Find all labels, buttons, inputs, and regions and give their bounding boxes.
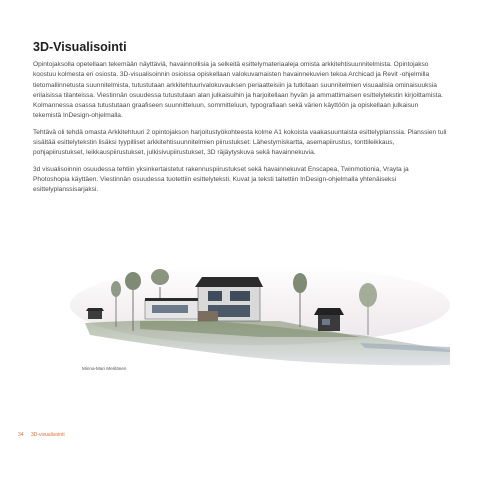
paragraph-1: Opintojaksolla opetellaan tekemään näyttäviä, havainnollisia ja selkeitä esittelymateriaaleja omista arkkitehtisuunnitelmista. Opintojakso koostuu kolmesta eri osiosta. 3D-visualisoinnin osioissa opiskellaan valokuvamaisten havainnekuvien tekoa Archicad ja Revit -ohjelmilla tietomallinnetusta suunnitelmista, tutustutaan arkkitehtuurivalokuvauksen periaatteisiin ja tutkitaan suunnitelmien visuaalisia ominaisuuksia erilaisissa tilanteissa. Viestinnän osuudessa tutustutaan alan julkaisuihin ja harjoitellaan hyvän ja ammattimaisen esittelytekstin kirjoittamista. Kolmannessa osassa tutustutaan graafiseen suunnitteluun, sommitteluun, typografiaan sekä värien käyttöön ja opiskellaan julkaisun tekemistä InDesign-ohjelmalla. — [33, 61, 444, 120]
footer-section-label: 3D-visualisointi — [30, 432, 65, 438]
paragraph-3: 3d visualisoinnin osuudessa tehtiin yksinkertaistetut rakennuspiirustukset sekä havainnekuvat Enscapea, Twinmotionia, Vrayta ja Photoshopia käyttäen. Viestinnän osuudessa tuotettiin esittelyteksti. Kuvat ja teksti taitettiin InDesign-ohjelmalla yhtenäiseksi esittelyplanssisarjaksi. — [33, 165, 409, 194]
body-text — [33, 60, 447, 202]
house-rendering-illustration — [30, 255, 450, 380]
image-credit: Minna-Mari Merilänen — [82, 366, 127, 371]
page-number: 34 — [18, 432, 24, 438]
page-title: 3D-Visualisointi — [33, 40, 127, 54]
page-footer — [18, 432, 71, 438]
paragraph-2: Tehtävä oli tehdä omasta Arkkitehtuuri 2 opintojakson harjoitustyökohteesta kolme A1 kokoista vaakasuuntaista esittelyplanssia. Planssien tuli sisältää esittelytekstin lisäksi tyypilliset arkkitehtisuunnitelmien piirustukset: Lähestymiskartta, asemapiirustus, tonttileikkaus, pohjapiirustukset, leikkauspiirustukset, julkisivupiirustukset, 3D räjäytyskuva sekä havainnekuvia. — [33, 128, 447, 157]
